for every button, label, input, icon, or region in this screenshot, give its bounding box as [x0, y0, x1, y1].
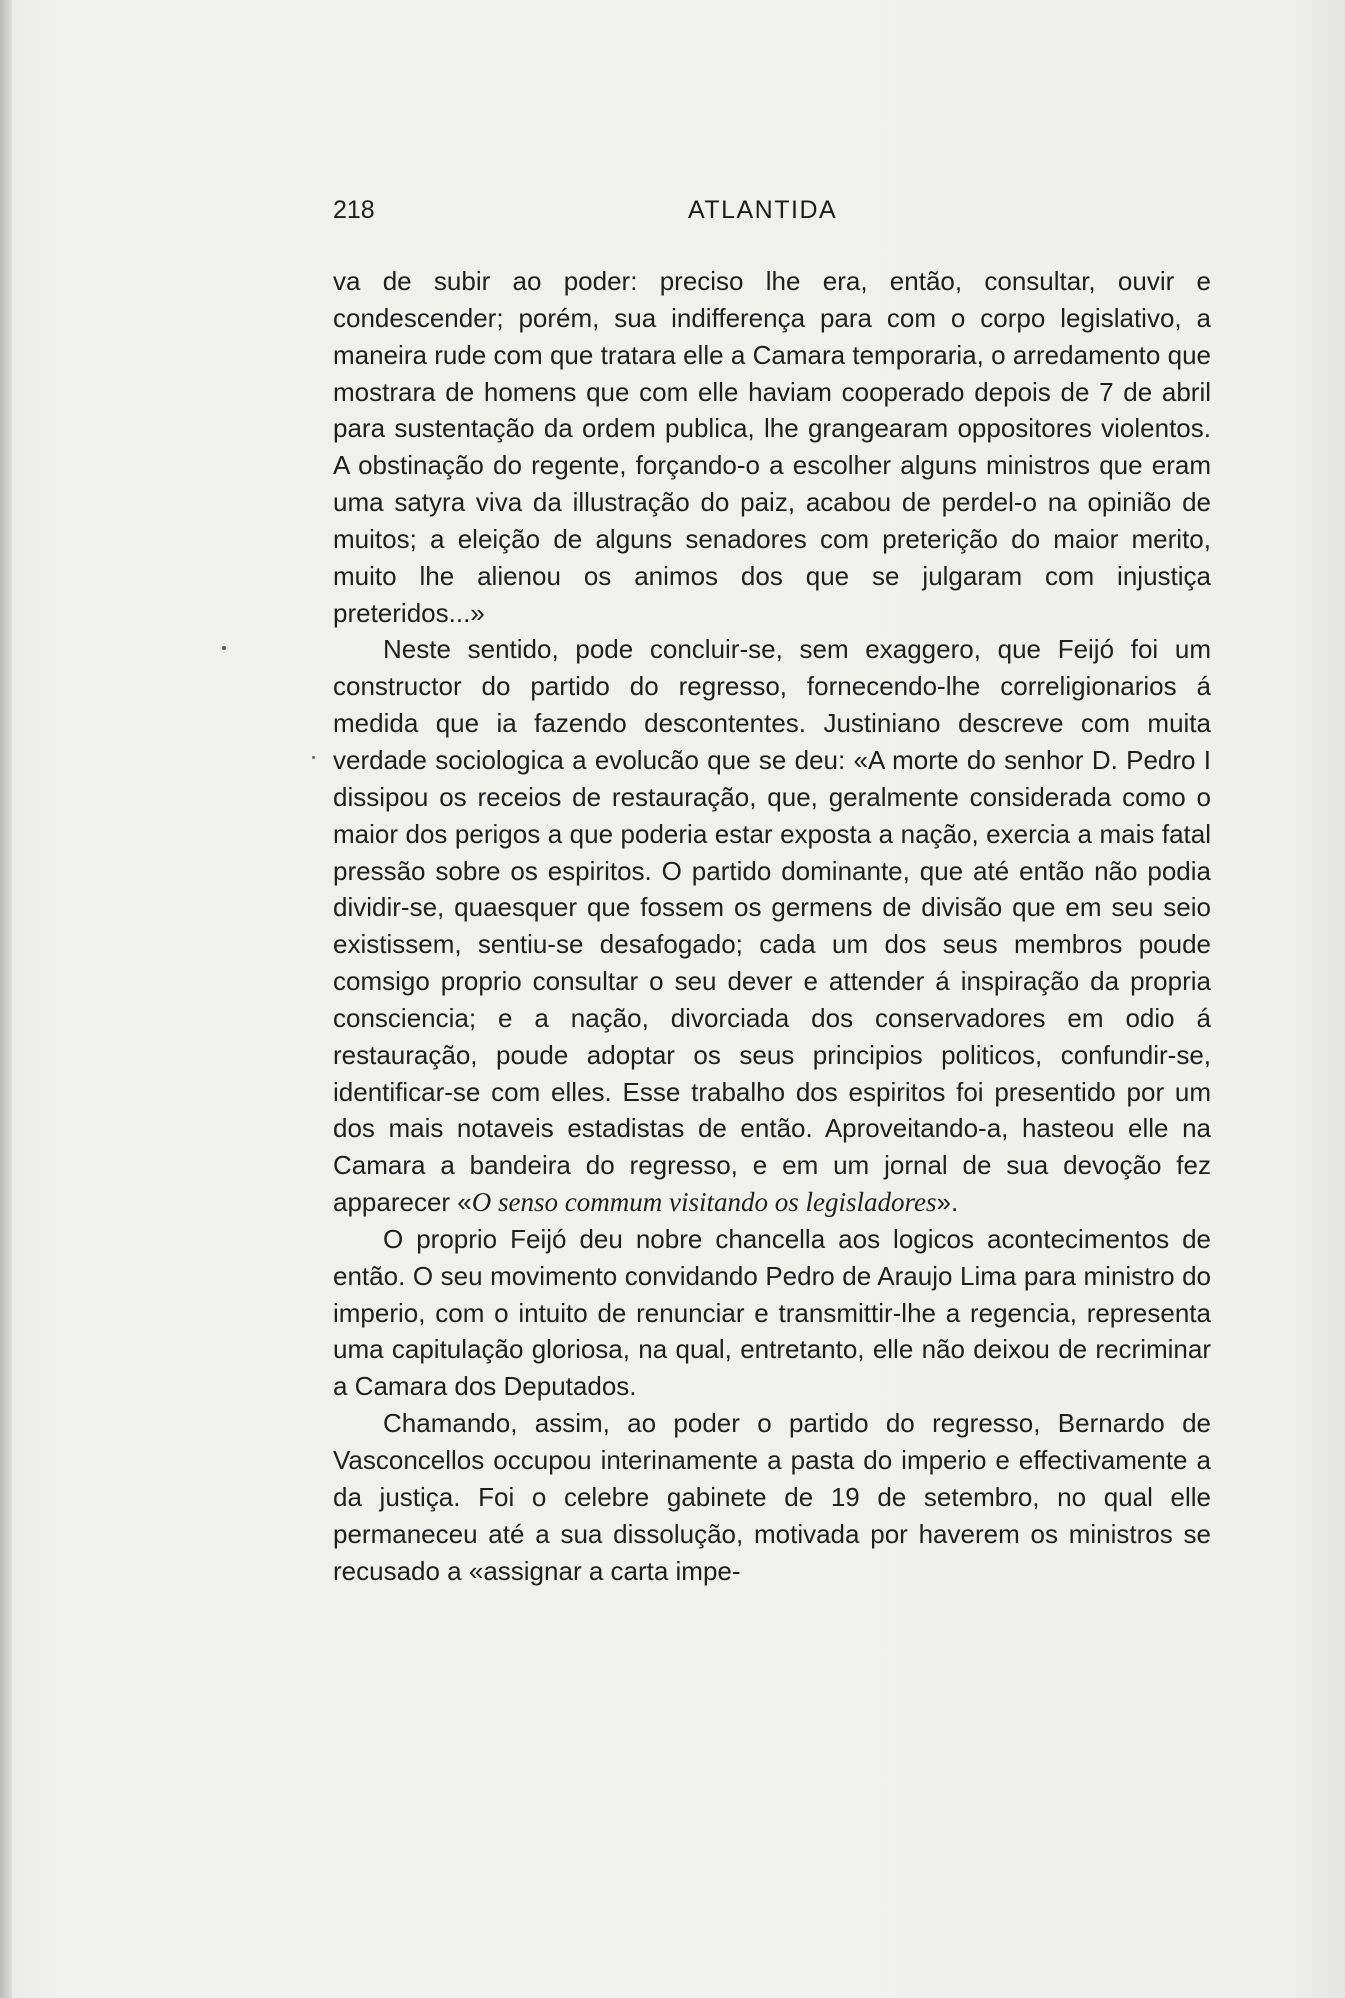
paragraph-2-text: Neste sentido, pode concluir-se, sem exaggero, que Feijó foi um constructor do partido do regresso, fornecendo-lhe correligionarios á medida que ia fazendo descontentes. Justiniano descreve com muita verdade sociologica a evolucão que se deu: «A morte do senhor D. Pedro I dissipou os receios de restauração, que, geralmente considerada como o maior dos perigos a que poderia estar exposta a nação, exercia a mais fatal pressão sobre os espiritos. O partido dominante, que até então não podia dividir-se, quaesquer que fossem os germens de divisão que em seu seio existissem, sentiu-se desafogado; cada um dos seus membros poude comsigo proprio consultar o seu dever e attender á inspiração da propria consciencia; e a nação, divorciada dos conservadores em odio á restauração, poude adoptar os seus principios politicos, confundir-se, identificar-se com elles. Esse trabalho dos espiritos foi presentido por um dos mais notaveis estadistas de então. Aproveitando-a, hasteou elle na Camara a bandeira do regresso, e em um jornal de sua devoção fez apparecer «: [333, 634, 1211, 1218]
paragraph-1-text: va de subir ao poder: preciso lhe era, então, consultar, ouvir e condescender; porém, sua indifferença para com o corpo legislativo, a maneira rude com que tratara elle a Camara temporaria, o arredamento que mostrara de homens que com elle haviam cooperado depois de 7 de abril para sustentação da ordem publica, lhe grangearam oppositores violentos. A obstinação do regente, forçando-o a escolher alguns ministros que eram uma satyra viva da illustração do paiz, acabou de perdel-o na opinião de muitos; a eleição de alguns senadores com preterição do maior merito, muito lhe alienou os animos dos que se julgaram com injustiça preteridos...»: [333, 266, 1211, 628]
paragraph-1: [333, 263, 1211, 631]
journal-title-italic: O senso commum visitando os legisladores: [471, 1187, 937, 1218]
body-text: [333, 263, 1211, 1589]
paragraph-2: [333, 631, 1211, 1221]
paragraph-3: [333, 1221, 1211, 1405]
paragraph-4-text: Chamando, assim, ao poder o partido do regresso, Bernardo de Vasconcellos occupou interinamente a pasta do imperio e effectivamente a da justiça. Foi o celebre gabinete de 19 de setembro, no qual elle permaneceu até a sua dissolução, motivada por haverem os ministros se recusado a «assignar a carta impe-: [333, 1408, 1211, 1586]
running-header: [333, 196, 1213, 232]
page-number: 218: [333, 196, 375, 224]
paragraph-4: [333, 1405, 1211, 1589]
paragraph-2-closing: ».: [936, 1187, 959, 1218]
scan-speck: [222, 646, 226, 650]
book-title: ATLANTIDA: [688, 196, 838, 224]
scan-speck: [312, 756, 315, 759]
binding-edge-shadow: [0, 0, 12, 1998]
paragraph-3-text: O proprio Feijó deu nobre chancella aos logicos acontecimentos de então. O seu movimento convidando Pedro de Araujo Lima para ministro do imperio, com o intuito de renunciar e transmittir-lhe a regencia, representa uma capitulação gloriosa, na qual, entretanto, elle não deixou de recriminar a Camara dos Deputados.: [333, 1223, 1211, 1402]
